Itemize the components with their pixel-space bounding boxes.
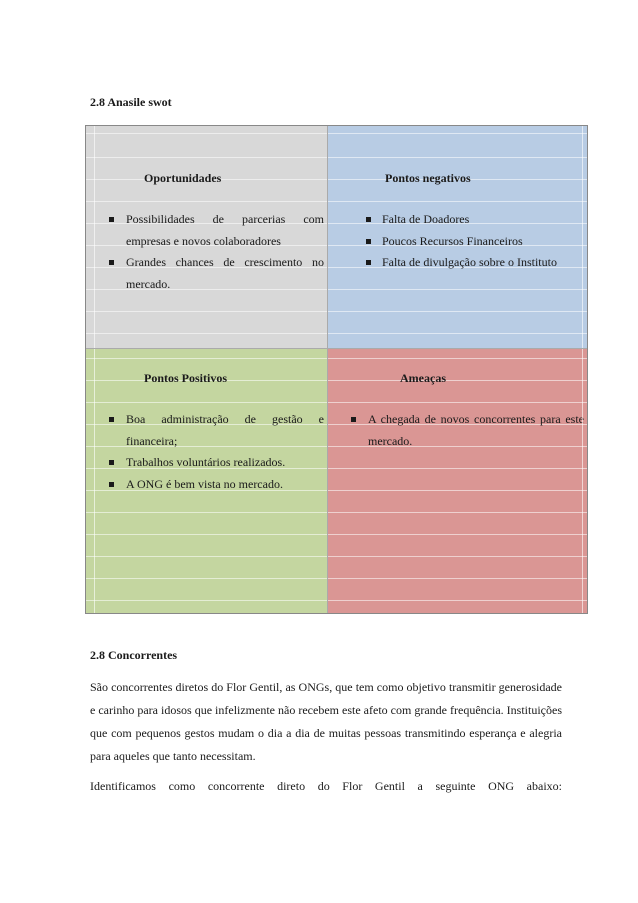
quadrant-pontos-positivos: [86, 348, 328, 613]
list-item: Poucos Recursos Financeiros: [362, 231, 584, 253]
quadrant-oportunidades: [86, 126, 328, 348]
swot-matrix: [85, 125, 588, 614]
quadrant-title-ameacas: Ameaças: [400, 371, 446, 385]
list-item: A ONG é bem vista no mercado.: [98, 474, 324, 496]
swot-heading: 2.8 Anasile swot: [90, 95, 172, 109]
list-item: Falta de divulgação sobre o Instituto: [362, 252, 584, 274]
quadrant-ameacas: [328, 348, 587, 613]
concorrentes-heading: 2.8 Concorrentes: [90, 648, 178, 662]
pontos-negativos-list: [362, 209, 584, 274]
list-item: A chegada de novos concorrentes para este mercado.: [340, 409, 584, 452]
quadrant-title-pontos-negativos: Pontos negativos: [385, 171, 471, 185]
list-item: Boa administração de gestão e financeira;: [98, 409, 324, 452]
list-item: Possibilidades de parcerias com empresas e novos colaboradores: [98, 209, 324, 252]
oportunidades-list: [98, 209, 324, 295]
pontos-positivos-list: [98, 409, 324, 495]
list-item: Trabalhos voluntários realizados.: [98, 452, 324, 474]
quadrant-title-pontos-positivos: Pontos Positivos: [144, 371, 228, 385]
concorrentes-intro-paragraph: Identificamos como concorrente direto do Flor Gentil a seguinte ONG abaixo:: [90, 779, 562, 793]
concorrentes-paragraph: São concorrentes diretos do Flor Gentil, as ONGs, que tem como objetivo transmitir generosidade e carinho para idosos que infelizmente não recebem este afeto com grande frequência. Instituições que com pequenos gestos mudam o dia a dia de muitas pessoas transmitindo esperança e alegria para aqueles que tanto necessitam.: [90, 680, 562, 763]
list-item: Falta de Doadores: [362, 209, 584, 231]
quadrant-pontos-negativos: [328, 126, 587, 348]
quadrant-title-oportunidades: Oportunidades: [144, 171, 222, 185]
list-item: Grandes chances de crescimento no mercado.: [98, 252, 324, 295]
ameacas-list: [340, 409, 584, 452]
